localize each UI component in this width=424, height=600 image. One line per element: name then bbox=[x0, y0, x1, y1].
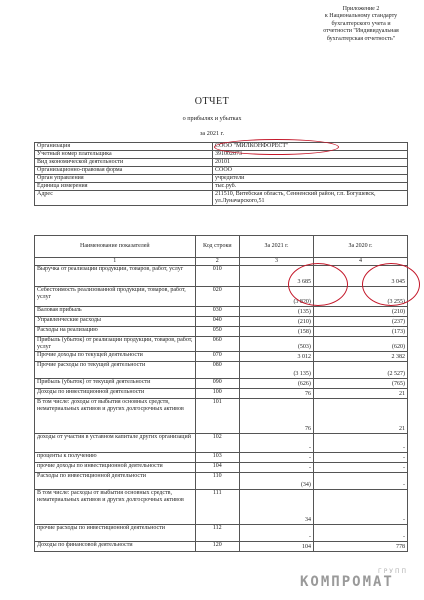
row-value-2020: - bbox=[313, 434, 407, 453]
table-row bbox=[35, 352, 408, 362]
row-value-2020: - bbox=[313, 453, 407, 463]
row-name: Управленческие расходы bbox=[35, 317, 196, 327]
row-code: 103 bbox=[195, 453, 239, 463]
annex-line-1: Приложение 2 bbox=[342, 6, 380, 12]
revenue-2020-circle bbox=[362, 263, 420, 306]
row-name: доходы от участия в уставном капитале других организаций bbox=[35, 434, 196, 453]
row-value-2021: - bbox=[239, 463, 313, 473]
row-name: прочие доходы по инвестиционной деятельности bbox=[35, 463, 196, 473]
table-row bbox=[35, 337, 408, 352]
row-code: 060 bbox=[195, 337, 239, 352]
annex-note bbox=[305, 6, 417, 43]
row-value-2021: 34 bbox=[239, 490, 313, 525]
row-value-2020: - bbox=[313, 490, 407, 525]
row-code: 110 bbox=[195, 473, 239, 490]
table-row bbox=[35, 287, 408, 307]
row-code: 010 bbox=[195, 266, 239, 287]
row-value-2020: (2 527) bbox=[313, 362, 407, 379]
table-row bbox=[35, 399, 408, 434]
header-name: Наименование показателей bbox=[35, 236, 196, 258]
row-value-2020: (237) bbox=[313, 317, 407, 327]
row-value-2020: (3 255) bbox=[313, 287, 407, 307]
organization-name-circle bbox=[214, 139, 339, 155]
info-label: Вид экономической деятельности bbox=[35, 159, 213, 167]
info-row bbox=[35, 175, 408, 183]
row-code: 090 bbox=[195, 379, 239, 389]
table-body bbox=[35, 266, 408, 552]
column-number: 2 bbox=[195, 258, 239, 266]
row-value-2021: (626) bbox=[239, 379, 313, 389]
row-code: 120 bbox=[195, 542, 239, 552]
annex-line-4: отчетности "Индивидуальная bbox=[323, 28, 399, 35]
watermark bbox=[300, 568, 410, 594]
table-row bbox=[35, 266, 408, 287]
row-value-2020: (173) bbox=[313, 327, 407, 337]
row-name: Прибыль (убыток) от текущей деятельности bbox=[35, 379, 196, 389]
row-value-2021: (34) bbox=[239, 473, 313, 490]
row-code: 102 bbox=[195, 434, 239, 453]
row-name: прочие расходы по инвестиционной деятельности bbox=[35, 525, 196, 542]
row-name: Прочие доходы по текущей деятельности bbox=[35, 352, 196, 362]
row-value-2020: 778 bbox=[313, 542, 407, 552]
info-value: учредители bbox=[213, 175, 408, 183]
row-code: 050 bbox=[195, 327, 239, 337]
column-number: 4 bbox=[313, 258, 407, 266]
row-name: проценты к получению bbox=[35, 453, 196, 463]
info-row bbox=[35, 191, 408, 206]
row-name: Прочие расходы по текущей деятельности bbox=[35, 362, 196, 379]
table-row bbox=[35, 434, 408, 453]
row-value-2020: 21 bbox=[313, 389, 407, 399]
table-row bbox=[35, 453, 408, 463]
row-value-2021: - bbox=[239, 434, 313, 453]
row-name: Расходы по инвестиционной деятельности bbox=[35, 473, 196, 490]
info-label: Адрес bbox=[35, 191, 213, 206]
info-row bbox=[35, 167, 408, 175]
row-value-2021: - bbox=[239, 453, 313, 463]
info-label: Единица измерения bbox=[35, 183, 213, 191]
table-row bbox=[35, 389, 408, 399]
row-value-2020: - bbox=[313, 463, 407, 473]
table-row bbox=[35, 317, 408, 327]
watermark-top: ГРУПП bbox=[378, 568, 408, 575]
row-value-2021: (210) bbox=[239, 317, 313, 327]
profit-loss-table bbox=[34, 235, 408, 552]
row-value-2020: (210) bbox=[313, 307, 407, 317]
revenue-2021-circle bbox=[288, 263, 348, 306]
info-row bbox=[35, 151, 408, 159]
table-row bbox=[35, 542, 408, 552]
row-code: 104 bbox=[195, 463, 239, 473]
table-row bbox=[35, 525, 408, 542]
report-period: за 2021 г. bbox=[199, 130, 225, 137]
row-name: Выручка от реализации продукции, товаров, работ, услуг bbox=[35, 266, 196, 287]
info-value: СООО bbox=[213, 167, 408, 175]
row-code: 111 bbox=[195, 490, 239, 525]
row-code: 030 bbox=[195, 307, 239, 317]
watermark-main: КОМПРОМАТ bbox=[300, 574, 394, 590]
info-label: Орган управления bbox=[35, 175, 213, 183]
annex-line-3: бухгалтерского учета и bbox=[331, 20, 391, 27]
info-value: 211510, Витебская область, Сенненский район, г.п. Богушевск, ул.Луначарского,51 bbox=[213, 191, 408, 206]
row-code: 040 bbox=[195, 317, 239, 327]
info-value: 20101 bbox=[213, 159, 408, 167]
column-number: 1 bbox=[35, 258, 196, 266]
row-value-2021: (135) bbox=[239, 307, 313, 317]
header-2021: За 2021 г. bbox=[239, 236, 313, 258]
column-numbers-row bbox=[35, 258, 408, 266]
row-name: В том числе: расходы от выбытия основных средств, нематериальных активов и других долгосрочных активов bbox=[35, 490, 196, 525]
info-label: Учетный номер плательщика bbox=[35, 151, 213, 159]
row-code: 101 bbox=[195, 399, 239, 434]
row-value-2020: 21 bbox=[313, 399, 407, 434]
row-name: Доходы по финансовой деятельности bbox=[35, 542, 196, 552]
row-code: 100 bbox=[195, 389, 239, 399]
row-value-2020: 3 045 bbox=[313, 266, 407, 287]
row-value-2021: - bbox=[239, 525, 313, 542]
row-name: В том числе: доходы от выбытия основных средств, нематериальных активов и других долгосрочных активов bbox=[35, 399, 196, 434]
row-value-2020: (620) bbox=[313, 337, 407, 352]
row-name: Расходы на реализацию bbox=[35, 327, 196, 337]
table-row bbox=[35, 327, 408, 337]
table-row bbox=[35, 463, 408, 473]
row-code: 020 bbox=[195, 287, 239, 307]
header-code: Код строки bbox=[195, 236, 239, 258]
header-2020: За 2020 г. bbox=[313, 236, 407, 258]
row-code: 112 bbox=[195, 525, 239, 542]
table-row bbox=[35, 307, 408, 317]
annex-line-5: бухгалтерская отчетность" bbox=[326, 35, 396, 42]
info-row bbox=[35, 183, 408, 191]
row-value-2020: - bbox=[313, 525, 407, 542]
row-value-2020: 2 382 bbox=[313, 352, 407, 362]
row-name: Валовая прибыль bbox=[35, 307, 196, 317]
table-row bbox=[35, 362, 408, 379]
row-value-2021: (158) bbox=[239, 327, 313, 337]
info-value: СООО "МИЛКОНФОРЕСТ" bbox=[213, 143, 408, 151]
row-value-2021: (503) bbox=[239, 337, 313, 352]
row-code: 080 bbox=[195, 362, 239, 379]
row-code: 070 bbox=[195, 352, 239, 362]
row-value-2021: 3 012 bbox=[239, 352, 313, 362]
row-value-2021: 104 bbox=[239, 542, 313, 552]
row-name: Себестоимость реализованной продукции, товаров, работ, услуг bbox=[35, 287, 196, 307]
row-name: Доходы по инвестиционной деятельности bbox=[35, 389, 196, 399]
row-name: Прибыль (убыток) от реализации продукции, товаров, работ, услуг bbox=[35, 337, 196, 352]
info-row bbox=[35, 159, 408, 167]
table-row bbox=[35, 379, 408, 389]
row-value-2020: - bbox=[313, 473, 407, 490]
row-value-2021: 3 685 bbox=[239, 266, 313, 287]
report-title: ОТЧЕТ bbox=[194, 96, 230, 107]
table-header-row bbox=[35, 236, 408, 258]
row-value-2021: 76 bbox=[239, 399, 313, 434]
info-label: Организационно-правовая форма bbox=[35, 167, 213, 175]
column-number: 3 bbox=[239, 258, 313, 266]
row-value-2021: (3 135) bbox=[239, 362, 313, 379]
organization-info-table bbox=[34, 142, 408, 206]
info-label: Организация bbox=[35, 143, 213, 151]
report-subtitle: о прибылях и убытках bbox=[182, 115, 242, 122]
row-value-2021: (3 820) bbox=[239, 287, 313, 307]
info-value: тыс.руб. bbox=[213, 183, 408, 191]
row-value-2021: 76 bbox=[239, 389, 313, 399]
info-value: 391002873 bbox=[213, 151, 408, 159]
table-row bbox=[35, 473, 408, 490]
table-row bbox=[35, 490, 408, 525]
row-value-2020: (765) bbox=[313, 379, 407, 389]
annex-line-2: к Национальному стандарту bbox=[324, 13, 398, 20]
